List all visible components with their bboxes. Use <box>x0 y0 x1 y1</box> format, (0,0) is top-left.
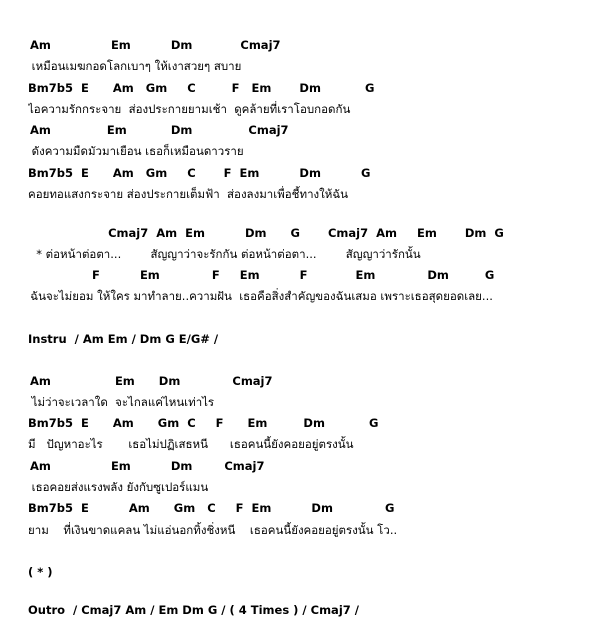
chord-line: Cmaj7 Am Em Dm G Cmaj7 Am Em Dm G <box>28 226 504 240</box>
chord-line: Am Em Dm Cmaj7 <box>30 123 289 137</box>
chord-line: Am Em Dm Cmaj7 <box>30 374 273 388</box>
lyric-line: * ต่อหน้าต่อตา... สัญญาว่าจะรักกัน ต่อหน้าต่อตา... สัญญาว่ารักนั้น <box>18 247 421 261</box>
lyric-line: ยาม ที่เงินขาดแคลน ไม่แอ่นอกทิ้งชิ่งหนี เธอคนนี้ยังคอยอยู่ตรงนั้น โว.. <box>28 523 398 537</box>
chorus-repeat-marker: ( * ) <box>28 565 53 579</box>
lyric-line: ฉันจะไม่ยอม ให้ใคร มาทำลาย..ความฝัน เธอคือสิ่งสำคัญของฉันเสมอ เพราะเธอสุดยอดเลย... <box>12 289 493 303</box>
chord-line: Am Em Dm Cmaj7 <box>30 459 265 473</box>
lyric-line: คอยทอแสงกระจาย ส่องประกายเต็มฟ้า ส่องลงมาเพื่อชี้ทางให้ฉัน <box>28 187 349 201</box>
lyric-line: มี ปัญหาอะไร เธอไม่ปฏิเสธหนี เธอคนนี้ยังคอยอยู่ตรงนั้น <box>28 437 354 451</box>
chord-line: Bm7b5 E Am Gm C F Em Dm G <box>28 81 375 95</box>
lyric-line: ดังความมืดมัวมาเยือน เธอก็เหมือนดาวราย <box>28 144 244 158</box>
outro-line: Outro / Cmaj7 Am / Em Dm G / ( 4 Times ) / Cmaj7 / <box>28 603 359 617</box>
lyric-line: เหมือนเมฆกอดโลกเบาๆ ให้เงาสวยๆ สบาย <box>28 59 242 73</box>
chord-line: Bm7b5 E Am Gm C F Em Dm G <box>28 501 395 515</box>
lyric-line: ไอความรักกระจาย ส่องประกายยามเช้า ดูคล้ายที่เราโอบกอดกัน <box>28 102 351 116</box>
chord-line: Am Em Dm Cmaj7 <box>30 38 281 52</box>
chord-line: F Em F Em F Em Dm G <box>28 268 495 282</box>
lyric-line: เธอคอยส่งแรงพลัง ยังกับซูเปอร์แมน <box>28 480 209 494</box>
chord-line: Bm7b5 E Am Gm C F Em Dm G <box>28 416 379 430</box>
instrumental-line: Instru / Am Em / Dm G E/G# / <box>28 332 219 346</box>
lyric-line: ไม่ว่าจะเวลาใด จะไกลแค่ไหนเท่าไร <box>28 395 215 409</box>
chord-line: Bm7b5 E Am Gm C F Em Dm G <box>28 166 371 180</box>
